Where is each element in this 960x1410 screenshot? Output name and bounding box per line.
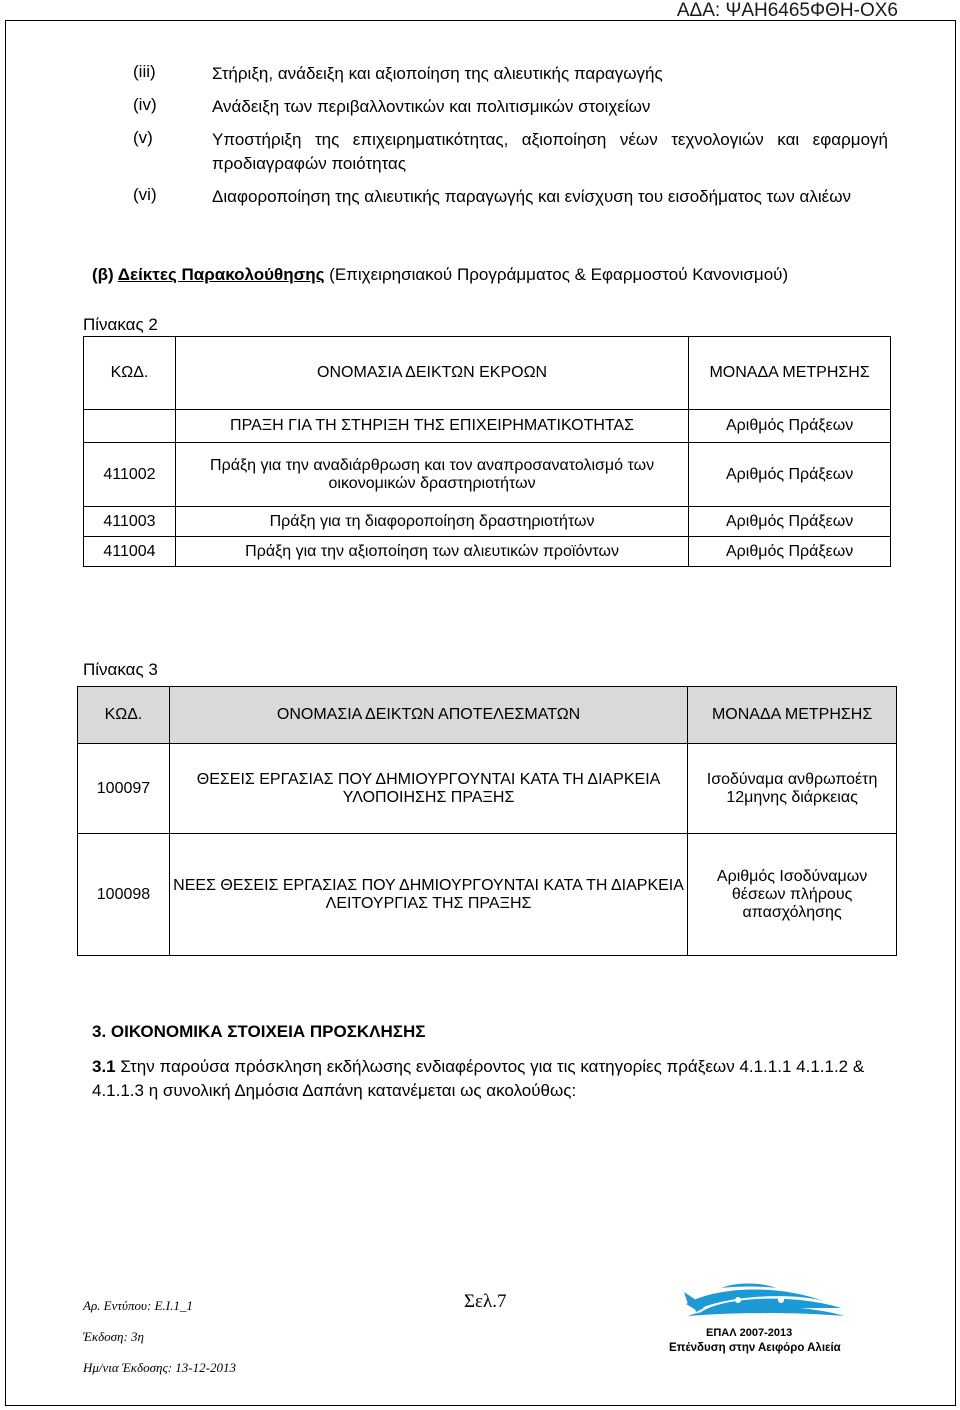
section-b-rest: (Επιχειρησιακού Προγράμματος & Εφαρμοστού Κανονισμού) bbox=[324, 265, 789, 284]
logo-line2: Επένδυση στην Αειφόρο Αλιεία bbox=[669, 1342, 841, 1354]
subheader-unit: Αριθμός Πράξεων bbox=[689, 410, 891, 443]
list-item-text: Ανάδειξη των περιβαλλοντικών και πολιτισμικών στοιχείων bbox=[212, 97, 651, 116]
list-item-text: Στήριξη, ανάδειξη και αξιοποίηση της αλιευτικής παραγωγής bbox=[212, 64, 663, 83]
table-row bbox=[78, 744, 897, 834]
table-subheader-row bbox=[84, 410, 891, 443]
table-row bbox=[78, 834, 897, 956]
cell-name: Πράξη για τη διαφοροποίηση δραστηριοτήτων bbox=[175, 507, 688, 537]
header-name: ΟΝΟΜΑΣΙΑ ΔΕΙΚΤΩΝ ΑΠΟΤΕΛΕΣΜΑΤΩΝ bbox=[169, 687, 687, 744]
table-row bbox=[84, 443, 891, 507]
header-code: ΚΩΔ. bbox=[78, 687, 170, 744]
header-unit: ΜΟΝΑΔΑ ΜΕΤΡΗΣΗΣ bbox=[688, 687, 897, 744]
page-number: Σελ.7 bbox=[464, 1291, 507, 1312]
section-b-prefix: (β) bbox=[92, 265, 118, 284]
edition: Έκδοση: 3η bbox=[83, 1329, 145, 1344]
table2-caption: Πίνακας 2 bbox=[83, 315, 158, 334]
table2-output-indicators bbox=[83, 336, 891, 567]
cell-unit: Αριθμός Πράξεων bbox=[689, 443, 891, 507]
table-header-row bbox=[84, 337, 891, 410]
list-item-text: Υποστήριξη της επιχειρηματικότητας, αξιοποίηση νέων τεχνολογιών και εφαρμογή προδιαγραφών ποιότητας bbox=[212, 130, 888, 173]
table-row bbox=[84, 507, 891, 537]
table3-result-indicators bbox=[77, 686, 897, 956]
cell-code: 411003 bbox=[84, 507, 176, 537]
header-code: ΚΩΔ. bbox=[84, 337, 176, 410]
section-b-title: Δείκτες Παρακολούθησης bbox=[117, 265, 325, 284]
cell-name: ΝΕΕΣ ΘΕΣΕΙΣ ΕΡΓΑΣΙΑΣ ΠΟΥ ΔΗΜΙΟΥΡΓΟΥΝΤΑΙ ΚΑΤΑ ΤΗ ΔΙΑΡΚΕΙΑ ΛΕΙΤΟΥΡΓΙΑΣ ΤΗΣ ΠΡΑΞΗΣ bbox=[169, 834, 687, 956]
cell-name: Πράξη για την αναδιάρθρωση και τον αναπροσανατολισμό των οικονομικών δραστηριοτήτων bbox=[175, 443, 688, 507]
list-item-number: (v) bbox=[133, 128, 153, 147]
edition-date: Ημ/νια Έκδοσης: 13-12-2013 bbox=[83, 1360, 236, 1375]
list-item-number: (iii) bbox=[133, 62, 156, 81]
ada-code: ΑΔΑ: ΨΑΗ6465ΦΘΗ-ΟΧ6 bbox=[676, 0, 898, 21]
cell-name: ΘΕΣΕΙΣ ΕΡΓΑΣΙΑΣ ΠΟΥ ΔΗΜΙΟΥΡΓΟΥΝΤΑΙ ΚΑΤΑ ΤΗ ΔΙΑΡΚΕΙΑ ΥΛΟΠΟΙΗΣΗΣ ΠΡΑΞΗΣ bbox=[169, 744, 687, 834]
footer-form-info bbox=[83, 1290, 236, 1383]
cell-unit: Ισοδύναμα ανθρωποέτη 12μηνης διάρκειας bbox=[688, 744, 897, 834]
header-unit: ΜΟΝΑΔΑ ΜΕΤΡΗΣΗΣ bbox=[689, 337, 891, 410]
subheader-name: ΠΡΑΞΗ ΓΙΑ ΤΗ ΣΤΗΡΙΞΗ ΤΗΣ ΕΠΙΧΕΙΡΗΜΑΤΙΚΟΤΗΤΑΣ bbox=[175, 410, 688, 443]
header-name: ΟΝΟΜΑΣΙΑ ΔΕΙΚΤΩΝ ΕΚΡΟΩΝ bbox=[175, 337, 688, 410]
list-item-text: Διαφοροποίηση της αλιευτικής παραγωγής και ενίσχυση του εισοδήματος των αλιέων bbox=[212, 187, 851, 206]
list-item-number: (iv) bbox=[133, 95, 157, 114]
list-item-number: (vi) bbox=[133, 185, 157, 204]
cell-code: 411004 bbox=[84, 537, 176, 567]
cell-code: 411002 bbox=[84, 443, 176, 507]
section3-heading: 3. ΟΙΚΟΝΟΜΙΚΑ ΣΤΟΙΧΕΙΑ ΠΡΟΣΚΛΗΣΗΣ bbox=[92, 1022, 426, 1041]
table-header-row bbox=[78, 687, 897, 744]
table3-caption: Πίνακας 3 bbox=[83, 660, 158, 679]
cell-unit: Αριθμός Πράξεων bbox=[689, 507, 891, 537]
cell-name: Πράξη για την αξιοποίηση των αλιευτικών προϊόντων bbox=[175, 537, 688, 567]
cell-code: 100098 bbox=[78, 834, 170, 956]
paragraph-text: Στην παρούσα πρόσκληση εκδήλωσης ενδιαφέροντος για τις κατηγορίες πράξεων 4.1.1.1 4.1.1.2 & 4.1.1.3 η συνολική Δημόσια Δαπάνη κατανέμεται ως ακολούθως: bbox=[92, 1057, 865, 1100]
cell-unit: Αριθμός Ισοδύναμων θέσεων πλήρους απασχόλησης bbox=[688, 834, 897, 956]
section-b-heading bbox=[92, 265, 788, 285]
table-row bbox=[84, 537, 891, 567]
section3-paragraph bbox=[92, 1055, 896, 1103]
subheader-code bbox=[84, 410, 176, 443]
form-number: Αρ. Εντύπου: Ε.Ι.1_1 bbox=[83, 1298, 193, 1313]
cell-unit: Αριθμός Πράξεων bbox=[689, 537, 891, 567]
logo-line1: ΕΠΑΛ 2007-2013 bbox=[706, 1327, 793, 1339]
cell-code: 100097 bbox=[78, 744, 170, 834]
paragraph-label: 3.1 bbox=[92, 1057, 116, 1076]
